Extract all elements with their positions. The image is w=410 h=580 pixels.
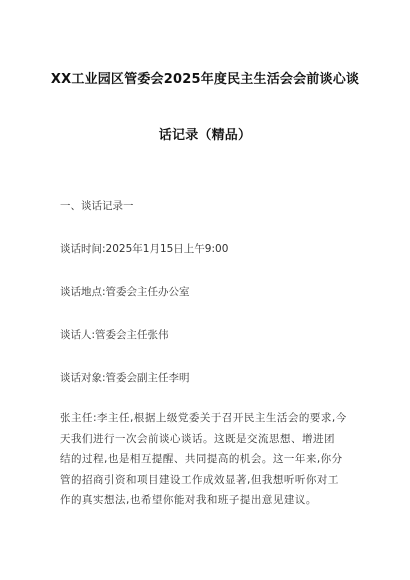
interviewee-field: 谈话对象:管委会副主任李明 [60,372,190,384]
document-title-line-1: XX工业园区管委会2025年度民主生活会会前谈心谈 [50,72,360,87]
section-heading: 一、谈话记录一 [60,200,134,212]
document-title-line-2: 话记录（精品） [158,128,252,143]
meeting-place-field: 谈话地点:管委会主任办公室 [60,286,190,298]
body-line: 结的过程,也是相互提醒、共同提高的机会。这一年来,你分 [60,453,343,465]
body-line: 管的招商引资和项目建设工作成效显著,但我想听听你对工 [60,473,339,486]
body-paragraph [60,408,360,511]
body-line: 天我们进行一次会前谈心谈话。这既是交流思想、增进团 [60,432,335,445]
meeting-time-field: 谈话时间:2025年1月15日上午9:00 [60,243,229,255]
body-line: 作的真实想法,也希望你能对我和班子提出意见建议。 [60,494,317,506]
body-line: 张主任:李主任,根据上级党委关于召开民主生活会的要求,今 [60,412,347,424]
speaker-field: 谈话人:管委会主任张伟 [60,329,169,341]
